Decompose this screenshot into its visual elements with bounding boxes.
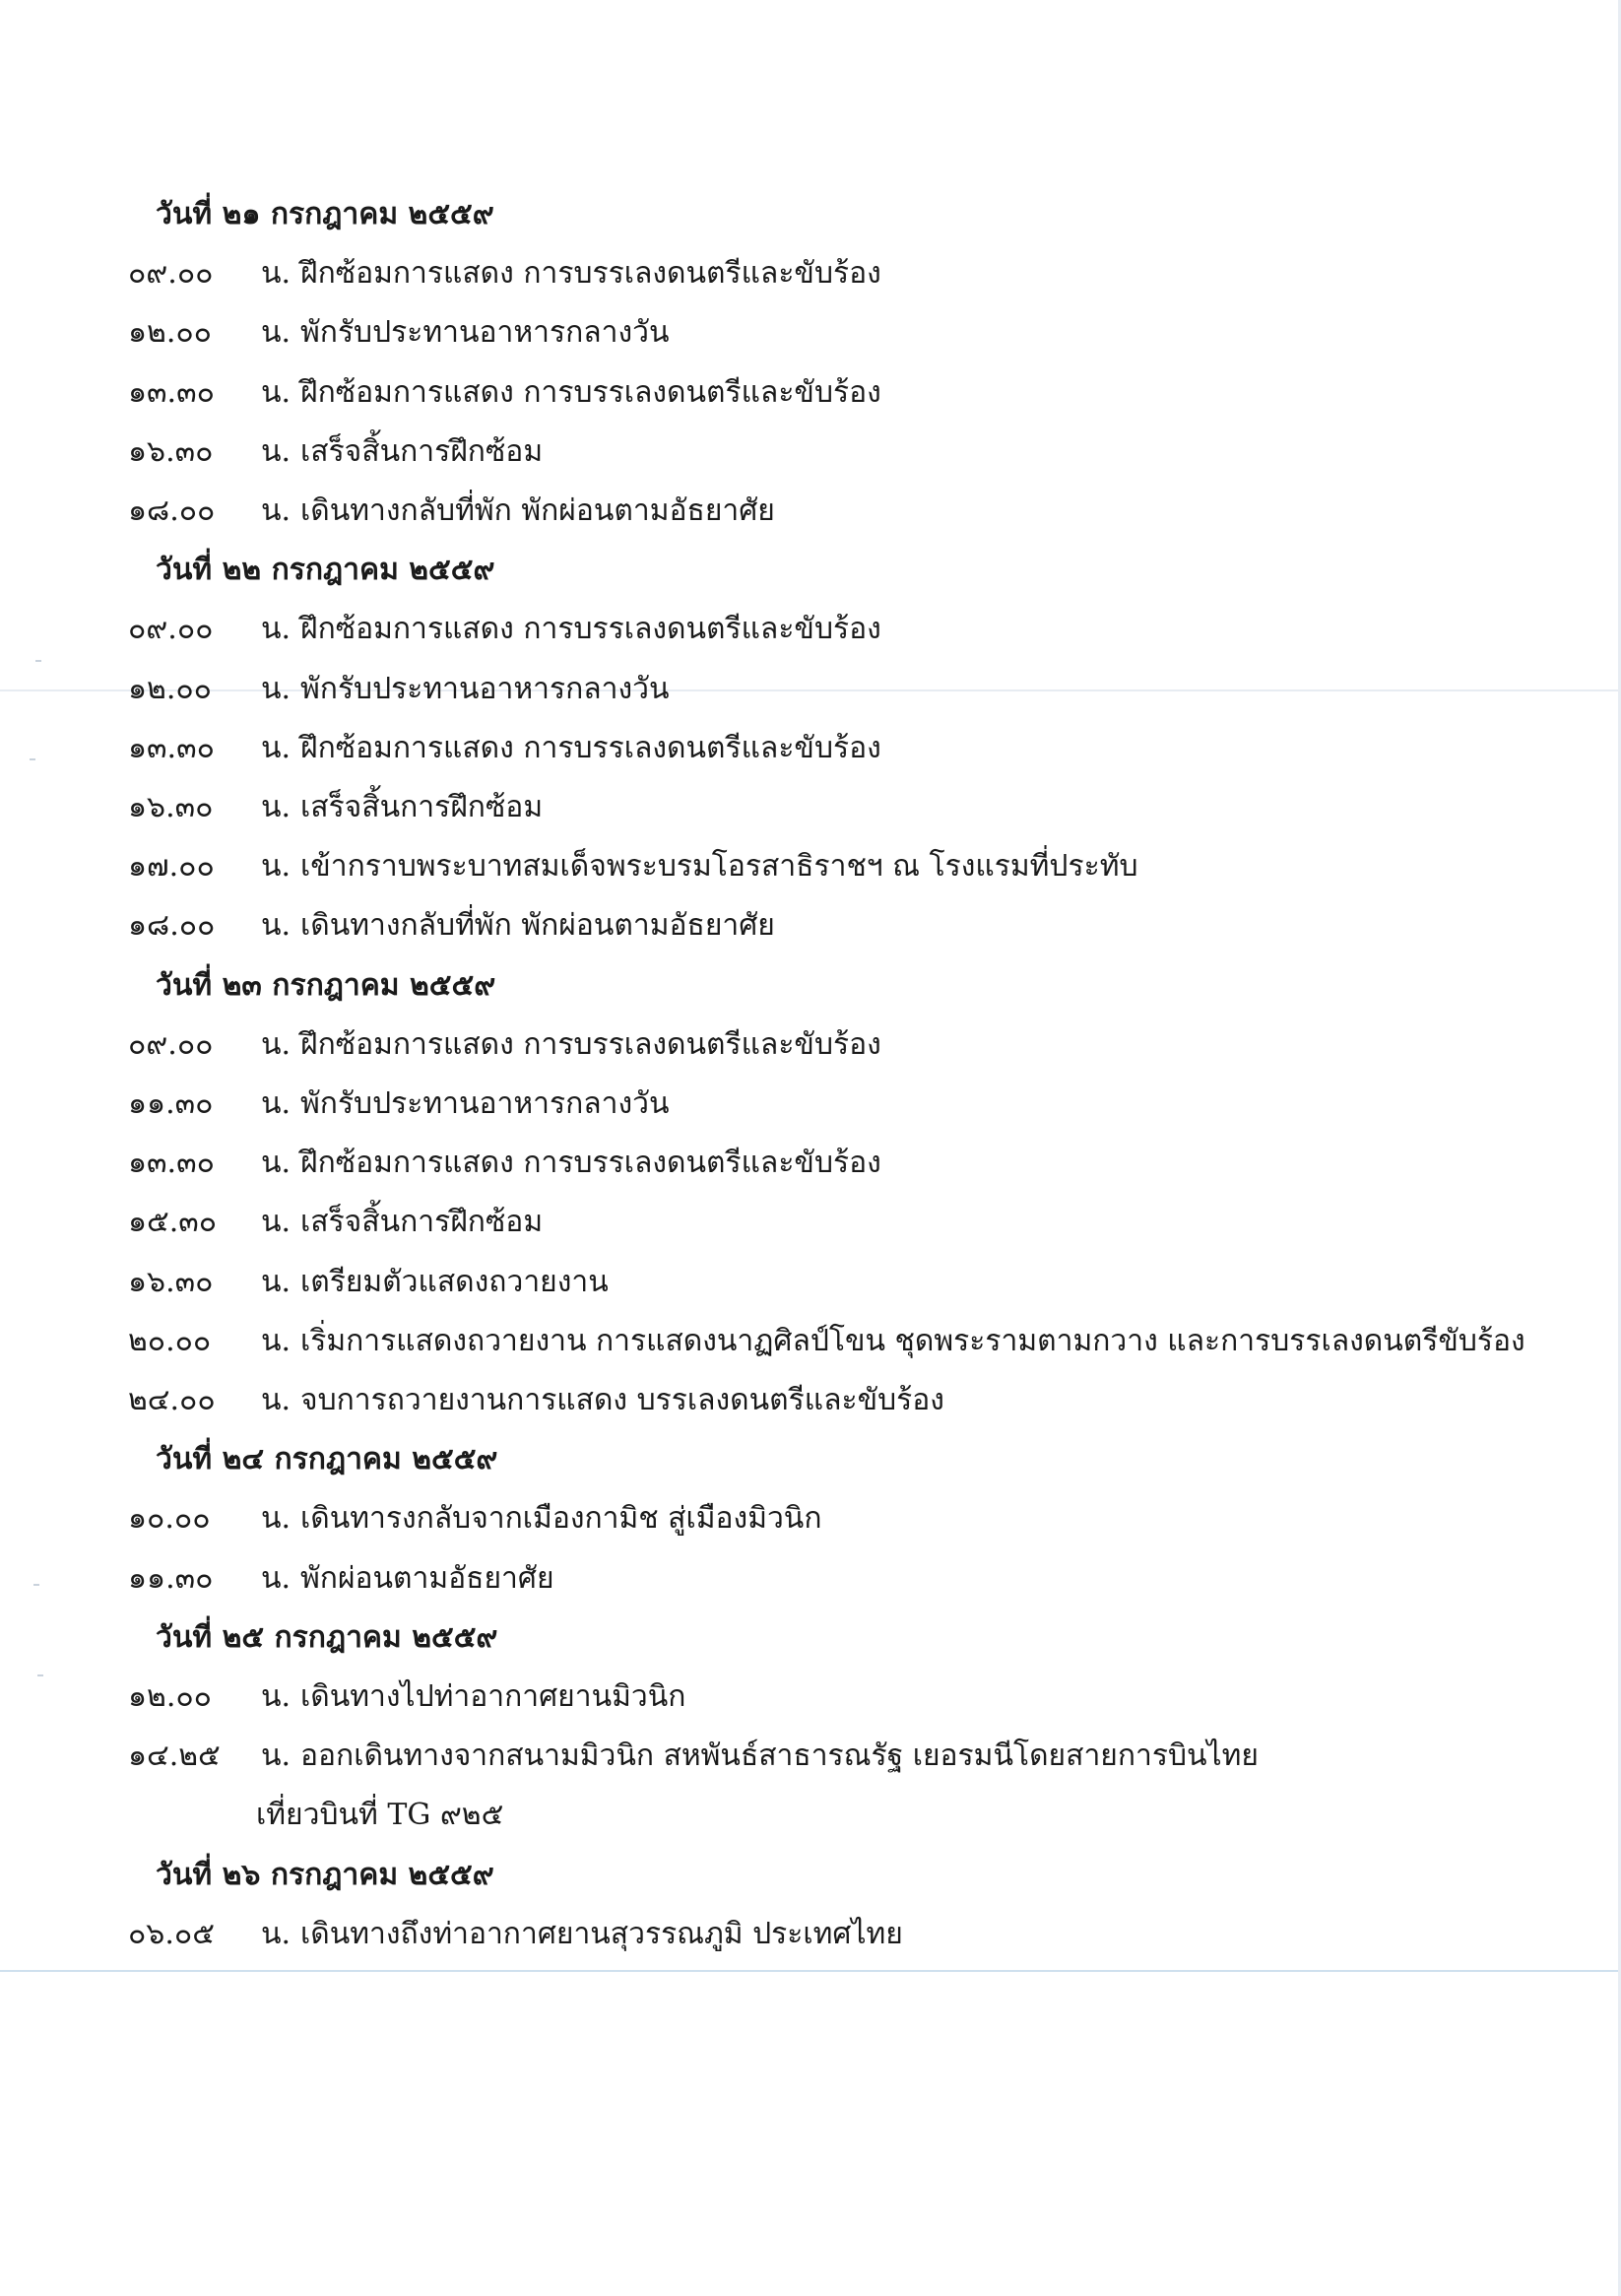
schedule-entry [128,1559,554,1599]
entry-time: ๐๖.๐๕ [128,1916,215,1951]
entry-time-unit: น. [261,1679,292,1714]
schedule-entry [128,1499,821,1539]
entry-time-unit: น. [261,1205,292,1240]
day-heading: วันที่ ๒๕ กรกฎาคม ๒๕๕๙ [156,1619,498,1655]
entry-time: ๐๙.๐๐ [128,612,214,647]
scan-speck [30,758,35,760]
scan-artifact-line [0,1970,1621,1972]
schedule-entry [128,1144,881,1183]
entry-time-unit: น. [261,1026,292,1062]
entry-activity: เดินทางถึงท่าอากาศยานสุวรรณภูมิ ประเทศไทย [300,1916,903,1951]
entry-time: ๐๙.๐๐ [128,256,214,292]
schedule-entry [128,373,881,413]
schedule-entry [128,1084,670,1124]
entry-time: ๑๑.๓๐ [128,1560,214,1596]
entry-activity: ฝึกซ้อมการแสดง การบรรเลงดนตรีและขับร้อง [300,730,881,765]
entry-time: ๑๖.๓๐ [128,790,214,824]
entry-activity-continuation: เที่ยวบินที่ TG ๙๒๕ [256,1798,504,1833]
scan-speck [37,1674,43,1676]
entry-activity: ฝึกซ้อมการแสดง การบรรเลงดนตรีและขับร้อง [300,1146,881,1181]
schedule-entry [128,906,775,946]
entry-activity: พักผ่อนตามอัธยาศัย [300,1560,554,1596]
entry-time-unit: น. [261,671,292,706]
entry-time-unit: น. [261,1146,292,1181]
schedule-entry [128,610,881,649]
entry-time-unit: น. [261,256,292,292]
entry-time-unit: น. [261,1501,292,1537]
schedule-entry [128,729,881,768]
schedule-entry [128,1677,685,1717]
entry-time-unit: น. [261,908,292,944]
entry-activity: เข้ากราบพระบาทสมเด็จพระบรมโอรสาธิราชฯ ณ โรงแรมที่ประทับ [300,849,1138,885]
entry-time-unit: น. [261,493,292,528]
entry-activity: พักรับประทานอาหารกลางวัน [300,315,670,351]
day-heading: วันที่ ๒๔ กรกฎาคม ๒๕๕๙ [156,1442,498,1477]
schedule-entry [128,1381,944,1420]
entry-time: ๒๐.๐๐ [128,1323,212,1358]
scan-speck [33,1584,39,1586]
entry-activity: ฝึกซ้อมการแสดง การบรรเลงดนตรีและขับร้อง [300,1026,881,1062]
schedule-entry [128,254,881,294]
entry-activity: ฝึกซ้อมการแสดง การบรรเลงดนตรีและขับร้อง [300,374,881,410]
entry-time: ๑๐.๐๐ [128,1501,211,1537]
entry-time: ๒๔.๐๐ [128,1383,216,1417]
entry-activity: เดินทางกลับที่พัก พักผ่อนตามอัธยาศัย [300,908,775,944]
entry-time-unit: น. [261,374,292,410]
schedule-entry [128,1737,1259,1776]
schedule-entry [128,788,543,827]
entry-activity: เดินทางไปท่าอากาศยานมิวนิก [300,1679,686,1714]
day-heading: วันที่ ๒๑ กรกฎาคม ๒๕๕๙ [156,197,494,231]
entry-activity: พักรับประทานอาหารกลางวัน [300,671,670,706]
entry-time-unit: น. [261,315,292,351]
schedule-entry [128,492,775,531]
entry-time: ๑๒.๐๐ [128,315,212,351]
entry-activity: เสร็จสิ้นการฝึกซ้อม [300,433,544,469]
entry-activity: ออกเดินทางจากสนามมิวนิก สหพันธ์สาธารณรัฐ เยอรมนีโดยสายการบินไทย [300,1738,1259,1774]
entry-time-unit: น. [261,849,292,885]
schedule-entry [128,670,670,709]
schedule-entry [128,432,543,472]
entry-time-unit: น. [261,612,292,647]
schedule-entry [128,1915,903,1954]
entry-activity: เตรียมตัวแสดงถวายงาน [300,1264,609,1299]
entry-time: ๑๓.๓๐ [128,374,215,410]
entry-activity: ฝึกซ้อมการแสดง การบรรเลงดนตรีและขับร้อง [300,256,881,292]
entry-time-unit: น. [261,730,292,765]
entry-time-unit: น. [261,1916,292,1951]
day-heading: วันที่ ๒๒ กรกฎาคม ๒๕๕๙ [156,553,495,588]
schedule-entry [128,1025,881,1065]
entry-time: ๑๘.๐๐ [128,908,216,944]
day-heading: วันที่ ๒๖ กรกฎาคม ๒๕๕๙ [156,1857,494,1892]
entry-activity: เสร็จสิ้นการฝึกซ้อม [300,1205,544,1240]
entry-time-unit: น. [261,1738,292,1774]
entry-time-unit: น. [261,1560,292,1596]
entry-time-unit: น. [261,1323,292,1358]
entry-time: ๑๓.๓๐ [128,1146,215,1181]
entry-time: ๑๒.๐๐ [128,1679,212,1714]
entry-activity: จบการถวายงานการแสดง บรรเลงดนตรีและขับร้อง [300,1383,944,1417]
entry-activity: พักรับประทานอาหารกลางวัน [300,1086,670,1121]
entry-activity: เดินทางกลับที่พัก พักผ่อนตามอัธยาศัย [300,493,775,528]
entry-time: ๑๗.๐๐ [128,849,215,885]
schedule-entry [128,1322,1525,1361]
entry-time: ๑๑.๓๐ [128,1086,214,1121]
entry-time-unit: น. [261,1086,292,1121]
schedule-entry [128,313,670,353]
entry-time-unit: น. [261,1383,292,1417]
entry-time: ๑๖.๓๐ [128,433,214,469]
entry-time-unit: น. [261,790,292,824]
entry-time: ๑๒.๐๐ [128,671,212,706]
schedule-entry [128,847,1138,886]
entry-activity: เสร็จสิ้นการฝึกซ้อม [300,790,544,824]
entry-activity: ฝึกซ้อมการแสดง การบรรเลงดนตรีและขับร้อง [300,612,881,647]
entry-time: ๑๕.๓๐ [128,1205,218,1240]
entry-time: ๐๙.๐๐ [128,1026,214,1062]
entry-time-unit: น. [261,433,292,469]
scan-speck [35,660,41,662]
entry-time-unit: น. [261,1264,292,1299]
entry-activity: เดินทารงกลับจากเมืองกามิช สู่เมืองมิวนิก [300,1501,822,1537]
entry-time: ๑๘.๐๐ [128,493,216,528]
entry-time: ๑๔.๒๕ [128,1738,221,1774]
entry-time: ๑๓.๓๐ [128,730,215,765]
entry-time: ๑๖.๓๐ [128,1264,214,1299]
entry-activity: เริ่มการแสดงถวายงาน การแสดงนาฏศิลป์โขน ชุดพระรามตามกวาง และการบรรเลงดนตรีขับร้อง [300,1323,1525,1358]
day-heading: วันที่ ๒๓ กรกฎาคม ๒๕๕๙ [156,967,496,1003]
schedule-entry [128,1203,543,1242]
schedule-entry [128,1263,609,1302]
